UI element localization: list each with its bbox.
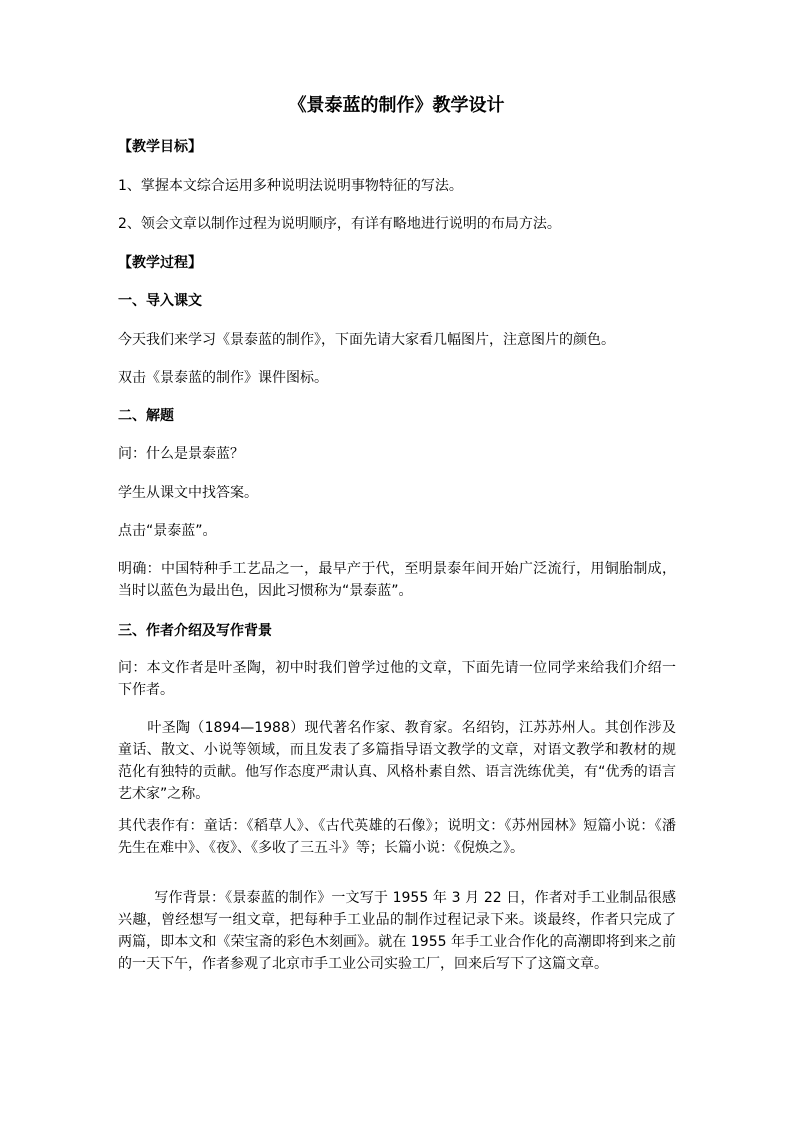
intro-paragraph-2: 双击《景泰蓝的制作》课件图标。 xyxy=(118,370,328,386)
goal-item-1: 1、掌握本文综合运用多种说明法说明事物特征的写法。 xyxy=(118,178,463,194)
click-hint: 点击“景泰蓝”。 xyxy=(118,523,217,539)
subheading-title-explain: 二、解题 xyxy=(118,408,174,424)
works-paragraph: 其代表作有：童话：《稻草人》、《古代英雄的石像》；说明文：《苏州园林》短篇小说：《潘先生在难中》、《夜》、《多收了三五斗》等；长篇小说：《倪焕之》。 xyxy=(118,818,676,856)
subheading-author: 三、作者介绍及写作背景 xyxy=(118,623,272,639)
goal-item-2: 2、领会文章以制作过程为说明顺序，有详有略地进行说明的布局方法。 xyxy=(118,216,561,232)
clarification-paragraph: 明确：中国特种手工艺品之一，最早产于代，至明景泰年间开始广泛流行，用铜胎制成，当时以蓝色为最出色，因此习惯称为“景泰蓝”。 xyxy=(118,561,676,599)
question-what-is: 问：什么是景泰蓝？ xyxy=(118,446,244,462)
background-paragraph: 写作背景：《景泰蓝的制作》一文写于 1955 年 3 月 22 日，作者对手工业制品很感兴趣，曾经想写一组文章，把每种手工业品的制作过程记录下来。谈最终，作者只完成了两篇，即本文和《荣宝斋的彩色木刻画》。就在 1955 年手工业合作化的高潮即将到来之前的一天下午，作者参观了北京市手工业公司实验工厂，回来后写下了这篇文章。 xyxy=(118,890,676,972)
section-heading-process: 【教学过程】 xyxy=(118,255,202,271)
intro-paragraph-1: 今天我们来学习《景泰蓝的制作》，下面先请大家看几幅图片，注意图片的颜色。 xyxy=(118,332,615,348)
subheading-intro: 一、导入课文 xyxy=(118,293,202,309)
document-title: 《景泰蓝的制作》教学设计 xyxy=(288,95,505,116)
section-heading-goals: 【教学目标】 xyxy=(118,139,202,155)
author-question-paragraph: 问：本文作者是叶圣陶，初中时我们曾学过他的文章，下面先请一位同学来给我们介绍一下作者。 xyxy=(118,660,676,698)
answer-hint: 学生从课文中找答案。 xyxy=(118,485,258,501)
author-bio-paragraph: 叶圣陶（1894—1988）现代著名作家、教育家。名绍钧，江苏苏州人。其创作涉及童话、散文、小说等领域，而且发表了多篇指导语文教学的文章，对语文教学和教材的规范化有独特的贡献。他写作态度严肃认真、风格朴素自然、语言洗练优美，有“优秀的语言艺术家”之称。 xyxy=(118,720,676,802)
